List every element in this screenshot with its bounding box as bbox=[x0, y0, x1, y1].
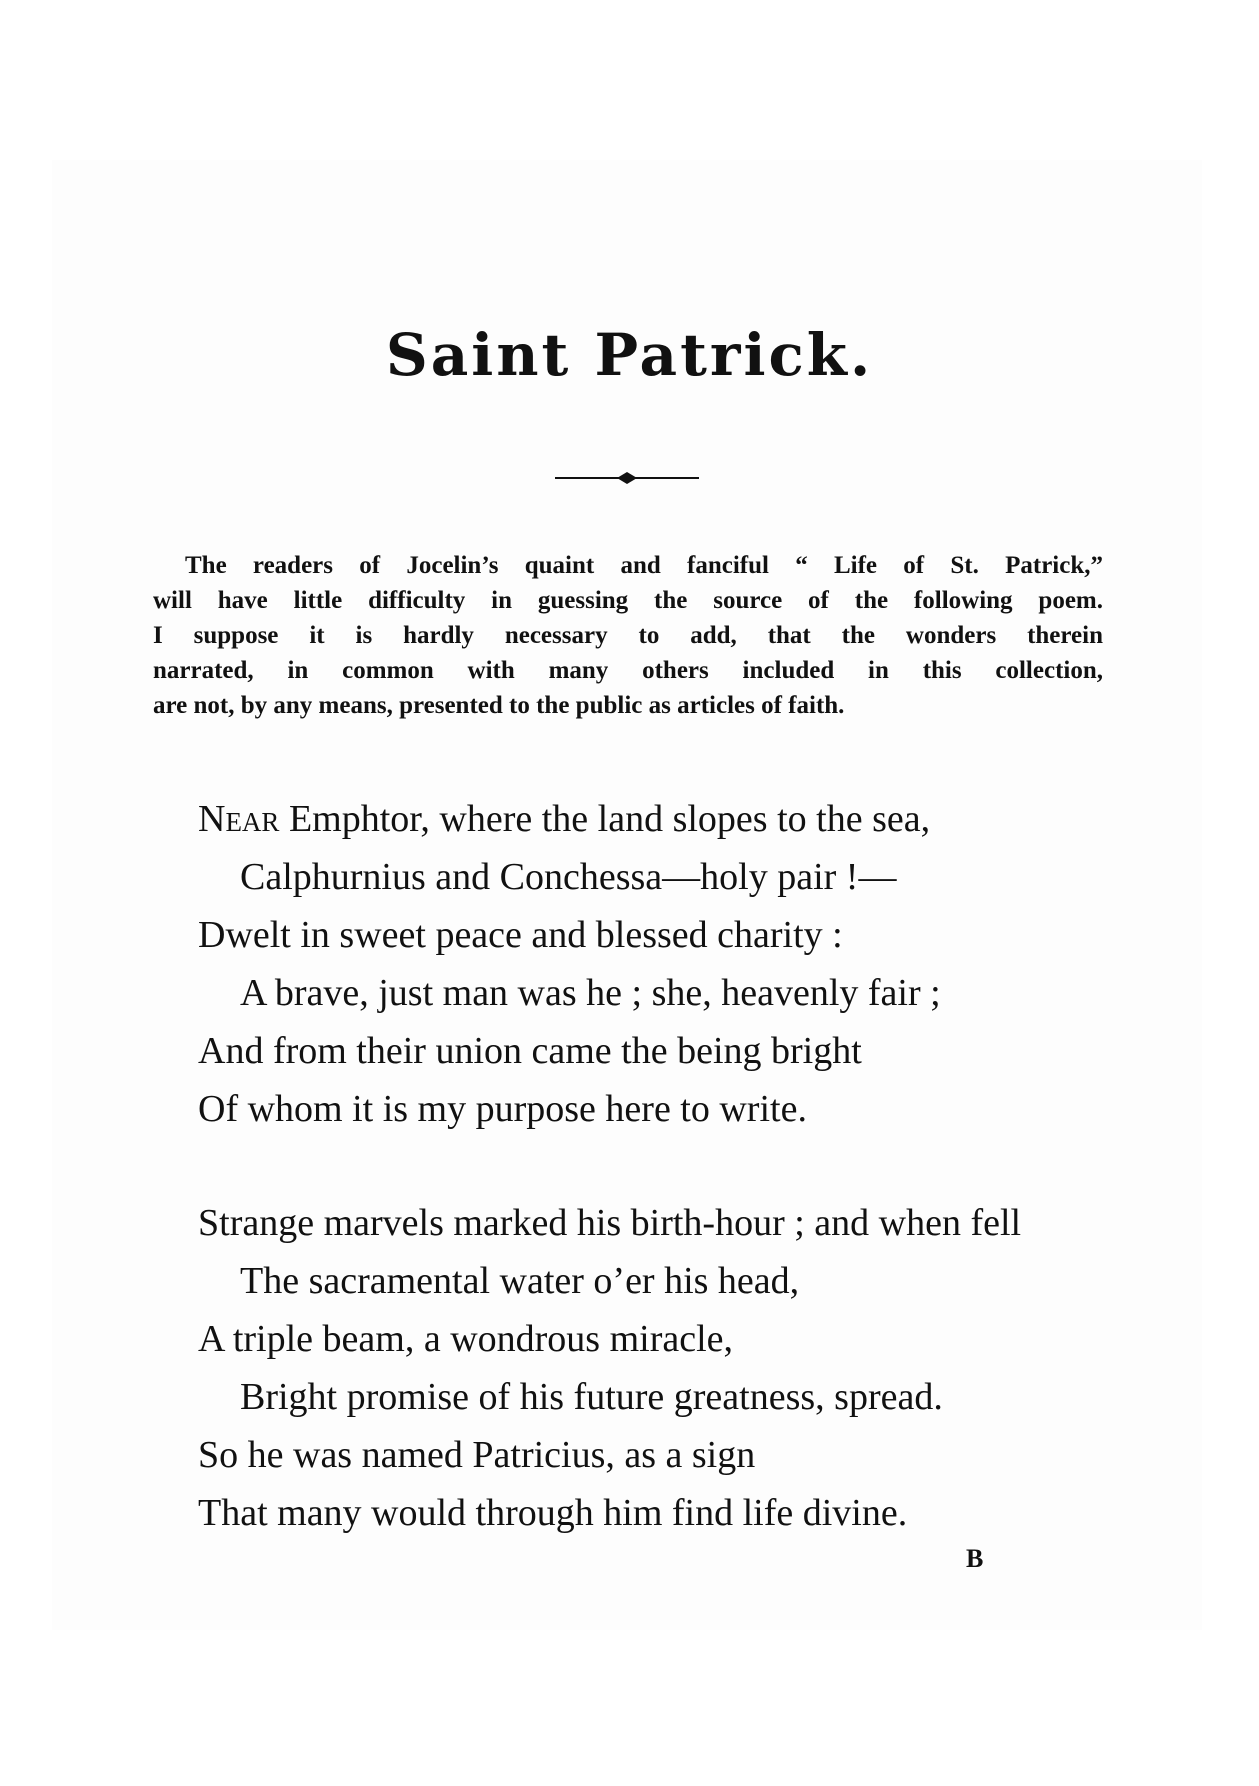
verse-line: Dwelt in sweet peace and blessed charity : bbox=[198, 914, 843, 956]
intro-line: will have little difficulty in guessing the source of the following poem. bbox=[153, 587, 1103, 614]
intro-line: I suppose it is hardly necessary to add, that the wonders therein bbox=[153, 622, 1103, 649]
verse-line: Strange marvels marked his birth-hour ; and when fell bbox=[198, 1202, 1022, 1244]
poem-stanza-2 bbox=[198, 1194, 1198, 1542]
verse-line: That many would through him find life divine. bbox=[198, 1492, 908, 1534]
intro-paragraph bbox=[153, 548, 1103, 723]
signature-mark: B bbox=[966, 1544, 984, 1573]
verse-line: Calphurnius and Conchessa—holy pair !— bbox=[240, 856, 897, 898]
verse-line: The sacramental water o’er his head, bbox=[240, 1260, 800, 1302]
page-title: Saint Patrick. bbox=[385, 321, 874, 389]
intro-line: The readers of Jocelin’s quaint and fanciful “ Life of St. Patrick,” bbox=[185, 552, 1103, 579]
intro-line: are not, by any means, presented to the public as articles of faith. bbox=[153, 692, 845, 719]
verse-line-rest: Emphtor, where the land slopes to the sea, bbox=[279, 798, 931, 840]
verse-line: Bright promise of his future greatness, spread. bbox=[240, 1376, 943, 1418]
opening-word: Near bbox=[198, 798, 280, 840]
intro-line: narrated, in common with many others included in this collection, bbox=[153, 657, 1103, 684]
verse-line: A triple beam, a wondrous miracle, bbox=[198, 1318, 734, 1360]
verse-line: Of whom it is my purpose here to write. bbox=[198, 1088, 807, 1130]
verse-line: And from their union came the being bright bbox=[198, 1030, 862, 1072]
verse-line: A brave, just man was he ; she, heavenly fair ; bbox=[240, 972, 941, 1014]
ornament-divider-icon bbox=[555, 468, 699, 488]
poem-stanza-1 bbox=[198, 790, 1198, 1138]
verse-line: So he was named Patricius, as a sign bbox=[198, 1434, 756, 1476]
verse-line bbox=[198, 790, 1198, 848]
